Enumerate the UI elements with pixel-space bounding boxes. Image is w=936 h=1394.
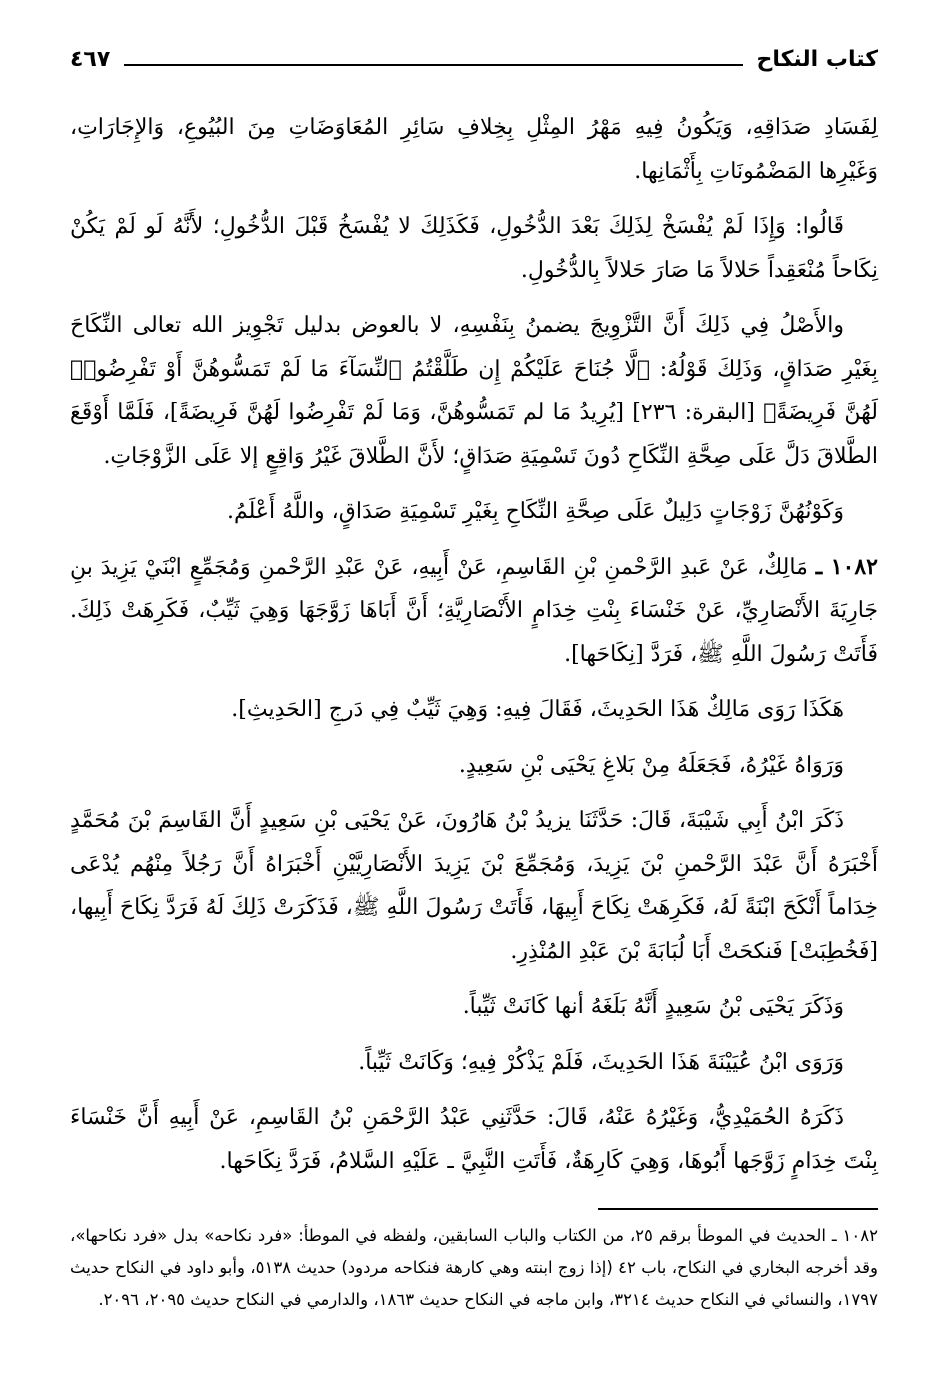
- paragraph: لِفَسَادِ صَدَاقِهِ، وَيَكُونُ فِيهِ مَهْرُ المِثْلِ بِخِلافِ سَائِرِ المُعَاوَضَاتِ مِنَ البُيُوعِ، وَالإِجَارَاتِ، وَغَيْرِها المَضْمُونَاتِ بِأَثْمَانِها.: [70, 115, 878, 184]
- paragraph: وَرَوَى ابْنُ عُيَيْنَةَ هَذَا الحَدِيثَ، فَلَمْ يَذْكُرْ فِيهِ؛ وَكَانَتْ ثَيِّباً.: [358, 1049, 844, 1075]
- hadith-number: ١٠٨٢ ـ: [815, 553, 878, 580]
- paragraph: ذَكَرَهُ الحُمَيْدِيُّ، وَغَيْرُهُ عَنْهُ، قَالَ: حَدَّثَنِي عَبْدُ الرَّحْمَنِ بْنُ القَاسِمِ، عَنْ أَبِيهِ أَنَّ خَنْسَاءَ بِنْتَ خِدَامٍ زَوَّجَها أَبُوهَا، وَهِيَ كَارِهَةٌ، فَأَتَتِ النَّبِيَّ ـ عَلَيْهِ السَّلامُ، فَرَدَّ نِكَاحَها.: [70, 1105, 878, 1174]
- footnote-separator: [598, 1208, 878, 1210]
- paragraph: وَذَكَرَ يَحْيَى بْنُ سَعِيدٍ أَنَّهُ بَلَغَهُ أنها كَانَتْ ثَيِّباً.: [462, 994, 844, 1019]
- hadith-paragraph: [70, 546, 878, 677]
- paragraph: وَكَوْنُهُنَّ زَوْجَاتٍ دَلِيلٌ عَلَى صِحَّةِ النِّكَاحِ بِغَيْرِ تَسْمِيَةِ صَدَاقٍ، واللَّهُ أَعْلَمُ.: [227, 499, 844, 524]
- footnotes: [70, 1220, 878, 1316]
- main-text: [70, 106, 878, 1183]
- running-title: كتاب النكاح: [743, 46, 879, 74]
- paragraph: وَرَوَاهُ غَيْرُهُ، فَجَعَلَهُ مِنْ بَلاغِ يَحْيَى بْنِ سَعِيدٍ.: [458, 752, 844, 778]
- paragraph: والأَصْلُ فِي ذَلِكَ أَنَّ التَّزْوِيجَ يضمنُ بِنَفْسِهِ، لا بالعوض بدليل تَجْوِيز الله تعالى النِّكَاحَ بِغَيْرِ صَدَاقٍ، وَذَلِكَ قَوْلُهُ: ﴿لَّا جُنَاحَ عَلَيْكُمْ إِن طَلَّقْتُمُ ٱلنِّسَآءَ مَا لَمْ تَمَسُّوهُنَّ أَوْ تَفْرِضُوا۟ لَهُنَّ فَرِيضَةً﴾ [البقرة: ٢٣٦] [يُرِيدُ مَا لم تَمَسُّوهُنَّ، وَمَا لَمْ تَفْرِضُوا لَهُنَّ فَرِيضَةً]، فَلَمَّا أَوْقَعَ الطَّلاقَ دَلَّ عَلَى صِحَّةِ النِّكَاحِ دُونَ تَسْمِيَةِ صَدَاقٍ؛ لأَنَّ الطَّلاقَ غَيْرُ وَاقِعٍ إلا عَلَى الزَّوْجَاتِ.: [70, 313, 878, 469]
- book-page: [70, 30, 878, 1370]
- paragraph: ذَكَرَ ابْنُ أَبِي شَيْبَةَ، قَالَ: حَدَّثَنَا يزيدُ بْنُ هَارُونَ، عَنْ يَحْيَى بْنِ سَعِيدٍ أَنَّ القَاسِمَ بْنَ مُحَمَّدٍ أَخْبَرَهُ أَنَّ عَبْدَ الرَّحْمنِ بْنَ يَزِيدَ، وَمُجَمِّعَ بْنَ يَزِيدَ الأَنْصَارِيَّيْنِ أَخْبَرَاهُ أَنَّ رَجُلاً مِنْهُم يُدْعَى خِدَاماً أَنْكَحَ ابْنَةً لَهُ، فَكَرِهَتْ نِكَاحَ أَبِيهَا، فَأَتَتْ رَسُولَ اللَّهِ ﷺ، فَذَكَرَتْ ذَلِكَ لَهُ فَرَدَّ نِكَاحَ أَبِيها، [فَخُطِبَتْ] فَنكحَتْ أَبَا لُبَابَةَ بْنَ عَبْدِ المُنْذِرِ.: [70, 808, 878, 964]
- hadith-text: مَالِكٌ، عَنْ عَبدِ الرَّحْمنِ بْنِ القَاسِمِ، عَنْ أَبِيهِ، عَنْ عَبْدِ الرَّحْمنِ وَمُجَمِّعٍ ابْنَيْ يَزِيدَ بنِ جَارِيَةَ الأَنْصَارِيِّ، عَنْ خَنْسَاءَ بِنْتِ خِدَامٍ الأَنْصَارِيَّةِ؛ أَنَّ أَبَاهَا زَوَّجَهَا وَهِيَ ثَيِّبٌ، فَكَرِهَتْ ذَلِكَ. فَأَتَتْ رَسُولَ اللَّهِ ﷺ، فَرَدَّ [نِكَاحَها].: [70, 554, 878, 667]
- page-number: ٤٦٧: [70, 46, 124, 74]
- paragraph: هَكَذَا رَوَى مَالِكٌ هَذَا الحَدِيثَ، فَقَالَ فِيهِ: وَهِيَ ثَيِّبٌ فِي دَرجِ [الحَدِيثِ].: [231, 697, 844, 722]
- page-header: [70, 30, 878, 74]
- paragraph: قَالُوا: وَإِذَا لَمْ يُفْسَخْ لِذَلِكَ بَعْدَ الدُّخُولِ، فَكَذَلِكَ لا يُفْسَخُ قَبْلَ الدُّخُولِ؛ لأَنَّهُ لَو لَمْ يَكُنْ نِكَاحاً مُنْعَقِداً حَلالاً مَا صَارَ حَلالاً بِالدُّخُولِ.: [70, 214, 878, 283]
- footnote: ١٠٨٢ ـ الحديث في الموطأ برقم ٢٥، من الكتاب والباب السابقين، ولفظه في الموطأ: «فرد نكاحه» بدل «فرد نكاحها»، وقد أخرجه البخاري في النكاح، باب ٤٢ (إذا زوج ابنته وهي كارهة فنكاحه مردود) حديث ٥١٣٨، وأبو داود في النكاح حديث ١٧٩٧، والنسائي في النكاح حديث ٣٢١٤، وابن ماجه في النكاح حديث ١٨٦٣، والدارمي في النكاح حديث ٢٠٩٥، ٢٠٩٦.: [70, 1226, 878, 1309]
